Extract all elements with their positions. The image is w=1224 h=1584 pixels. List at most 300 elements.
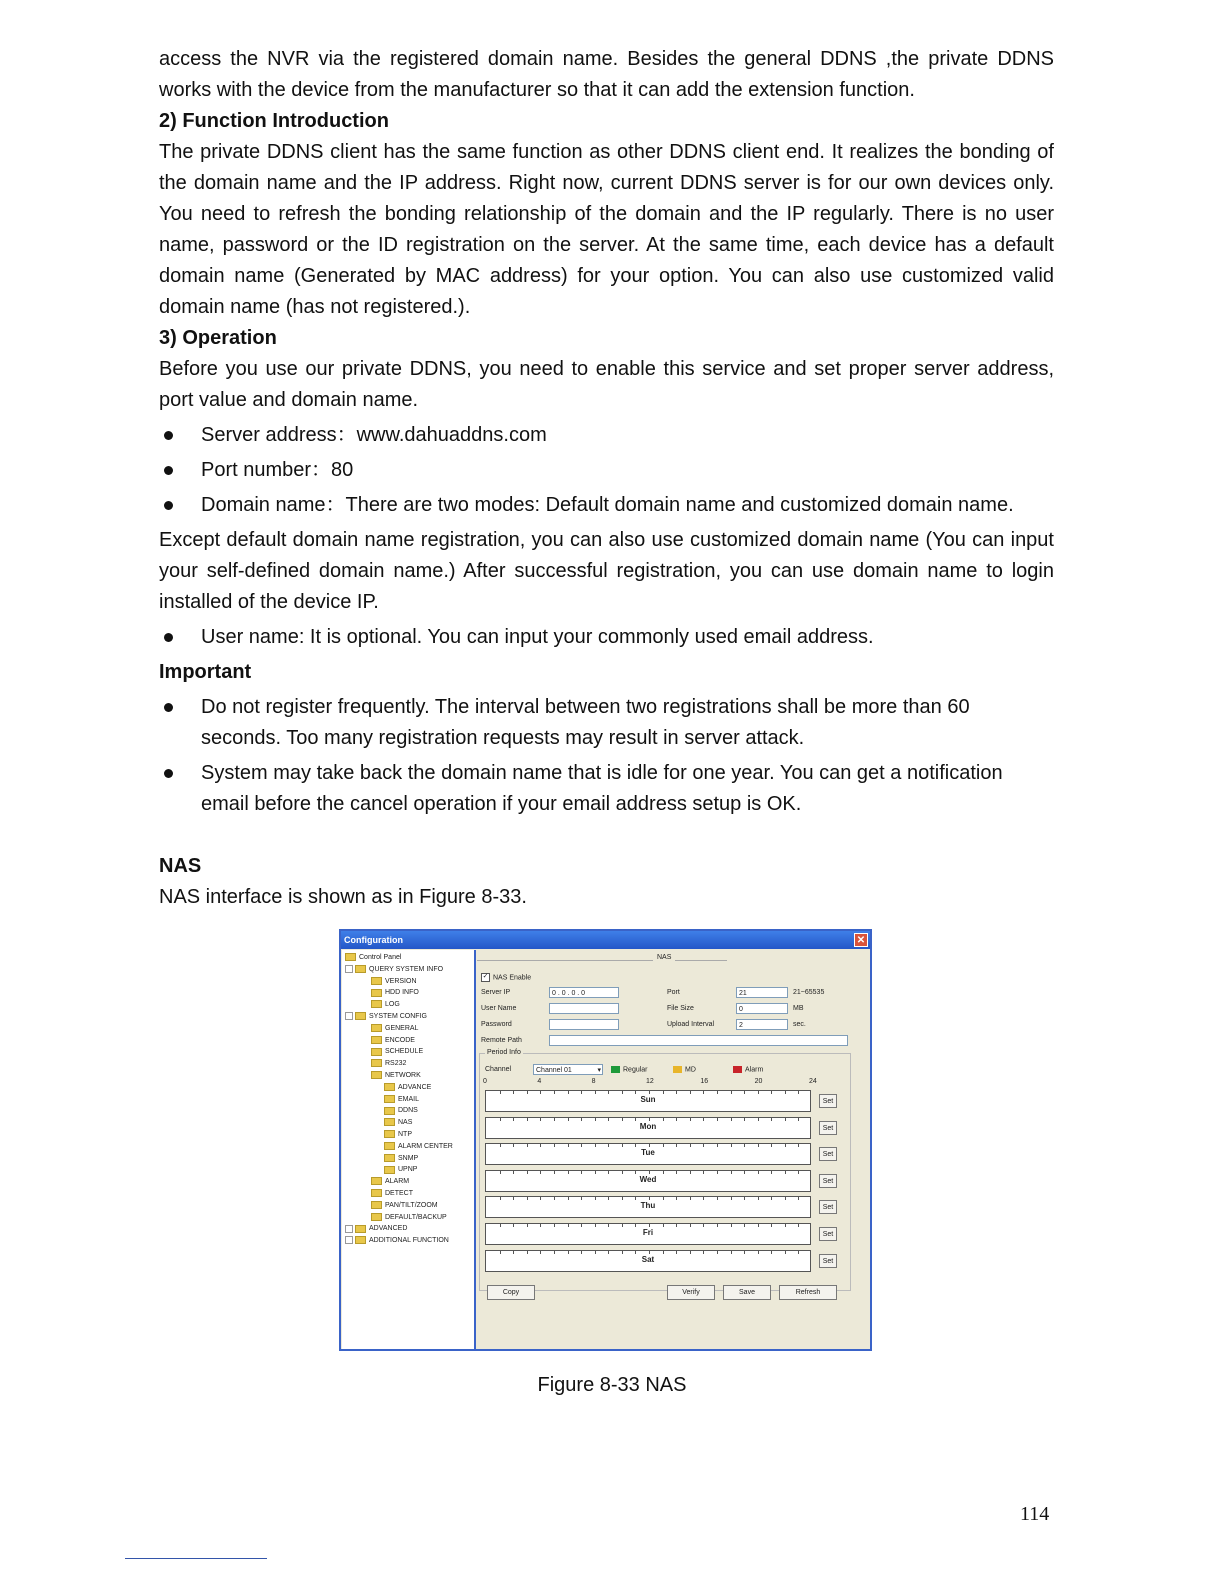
- hour-tick: [622, 1171, 623, 1174]
- hour-tick: [568, 1197, 569, 1200]
- figure-caption: Figure 8-33 NAS: [537, 1374, 687, 1396]
- hour-label: 16: [700, 1078, 709, 1085]
- tree-item-label: EMAIL: [398, 1095, 420, 1103]
- tree-item[interactable]: [384, 1117, 412, 1129]
- upload-interval-input[interactable]: 2: [736, 1019, 788, 1030]
- hour-tick: [758, 1091, 759, 1094]
- heading-function-introduction: 2) Function Introduction: [159, 110, 389, 132]
- folder-icon: [371, 1201, 382, 1209]
- hour-tick: [649, 1251, 650, 1254]
- nas-enable-label: NAS Enable: [493, 974, 532, 982]
- bullet-server-address: Server address：www.dahuaddns.com: [159, 420, 1054, 451]
- hour-tick: [513, 1224, 514, 1227]
- hour-tick: [744, 1171, 745, 1174]
- day-label: Tue: [641, 1148, 655, 1158]
- hour-tick: [744, 1224, 745, 1227]
- hour-tick: [581, 1091, 582, 1094]
- hour-tick: [581, 1171, 582, 1174]
- hour-tick: [500, 1118, 501, 1121]
- folder-icon: [371, 1213, 382, 1221]
- legend-label: Alarm: [745, 1066, 764, 1074]
- tree-item[interactable]: [384, 1164, 417, 1176]
- hour-tick: [690, 1171, 691, 1174]
- chevron-down-icon: ▾: [597, 1067, 601, 1074]
- hour-label: 12: [646, 1078, 654, 1085]
- tree-item-label: PAN/TILT/ZOOM: [385, 1201, 438, 1209]
- legend-md: [673, 1066, 696, 1073]
- heading-important: Important: [159, 661, 252, 683]
- hour-tick: [595, 1144, 596, 1147]
- hour-tick: [703, 1224, 704, 1227]
- hour-tick: [798, 1251, 799, 1254]
- hour-tick: [703, 1091, 704, 1094]
- hour-tick: [649, 1171, 650, 1174]
- schedule-row[interactable]: [485, 1196, 811, 1218]
- hour-tick: [500, 1251, 501, 1254]
- tree-item-label: ENCODE: [385, 1036, 415, 1044]
- hour-tick: [527, 1251, 528, 1254]
- tree-item-label: DEFAULT/BACKUP: [385, 1213, 447, 1221]
- hour-tick: [676, 1091, 677, 1094]
- tree-item-label: ALARM: [385, 1178, 410, 1186]
- hour-tick: [595, 1118, 596, 1121]
- hour-tick: [744, 1091, 745, 1094]
- expand-icon[interactable]: [345, 1236, 353, 1244]
- hour-tick: [703, 1171, 704, 1174]
- hour-tick: [663, 1118, 664, 1121]
- hour-tick: [635, 1171, 636, 1174]
- hour-tick: [608, 1224, 609, 1227]
- legend-swatch: [673, 1066, 682, 1073]
- tree-item-label: HDD INFO: [385, 989, 419, 997]
- tree-item[interactable]: [371, 1188, 413, 1200]
- folder-icon: [384, 1118, 395, 1126]
- hour-tick: [771, 1224, 772, 1227]
- bullet-important-2: System may take back the domain name that is idle for one year. You can get a notification email before the cancel operation if your email address setup is OK.: [159, 758, 1054, 820]
- hour-tick: [527, 1118, 528, 1121]
- hour-tick: [798, 1144, 799, 1147]
- paragraph: access the NVR via the registered domain name. Besides the general DDNS ,the private DDNS works with the device from the manufacturer so that it can add the extension function.: [159, 48, 1054, 101]
- hour-tick: [527, 1091, 528, 1094]
- hour-tick: [581, 1224, 582, 1227]
- day-label: Thu: [640, 1201, 656, 1211]
- hour-tick: [703, 1197, 704, 1200]
- tree-item-label: SNMP: [398, 1154, 419, 1162]
- window-titlebar: [341, 931, 870, 949]
- hour-tick: [785, 1197, 786, 1200]
- tree-item-label: Control Panel: [359, 954, 402, 961]
- hour-tick: [785, 1144, 786, 1147]
- set-button[interactable]: Set: [819, 1121, 837, 1135]
- hour-tick: [581, 1197, 582, 1200]
- hour-tick: [554, 1197, 555, 1200]
- folder-icon: [371, 1036, 382, 1044]
- hour-tick: [635, 1118, 636, 1121]
- password-input[interactable]: [549, 1019, 619, 1030]
- hour-tick: [744, 1144, 745, 1147]
- hour-tick: [568, 1144, 569, 1147]
- tree-item[interactable]: [345, 1223, 407, 1235]
- tree-item[interactable]: [384, 1153, 418, 1165]
- hour-tick: [690, 1118, 691, 1121]
- hour-tick: [771, 1197, 772, 1200]
- paragraph: Before you use our private DDNS, you need to enable this service and set proper server address, port value and domain name.: [159, 358, 1054, 411]
- set-button[interactable]: Set: [819, 1254, 837, 1268]
- hour-tick: [717, 1091, 718, 1094]
- nas-settings-pane: [477, 950, 870, 1349]
- hour-tick: [540, 1091, 541, 1094]
- hour-tick: [540, 1197, 541, 1200]
- user-name-label: User Name: [481, 1005, 517, 1012]
- hour-tick: [513, 1144, 514, 1147]
- schedule-row[interactable]: [485, 1117, 811, 1139]
- schedule-row[interactable]: [485, 1090, 811, 1112]
- hour-tick: [635, 1251, 636, 1254]
- set-button[interactable]: Set: [819, 1094, 837, 1108]
- expand-icon[interactable]: [345, 1225, 353, 1233]
- hour-tick: [581, 1251, 582, 1254]
- hour-tick: [690, 1197, 691, 1200]
- tree-item-label: DDNS: [398, 1107, 418, 1115]
- hour-tick: [608, 1251, 609, 1254]
- hour-tick: [649, 1118, 650, 1121]
- hour-label: 8: [591, 1078, 596, 1085]
- port-input[interactable]: 21: [736, 987, 788, 998]
- document-body: [159, 44, 1054, 913]
- hour-tick: [676, 1171, 677, 1174]
- hour-tick: [608, 1144, 609, 1147]
- file-size-input[interactable]: 0: [736, 1003, 788, 1014]
- hour-tick: [690, 1091, 691, 1094]
- hour-tick: [731, 1251, 732, 1254]
- hour-tick: [663, 1197, 664, 1200]
- hour-tick: [717, 1251, 718, 1254]
- verify-button[interactable]: Verify: [667, 1285, 715, 1300]
- hour-tick: [608, 1118, 609, 1121]
- hour-tick: [554, 1091, 555, 1094]
- hour-tick: [540, 1144, 541, 1147]
- folder-icon: [384, 1095, 395, 1103]
- legend-swatch: [733, 1066, 742, 1073]
- hour-tick: [568, 1224, 569, 1227]
- hour-tick: [500, 1091, 501, 1094]
- hour-tick: [798, 1197, 799, 1200]
- tree-item[interactable]: [345, 1011, 427, 1023]
- hour-tick: [635, 1144, 636, 1147]
- hour-tick: [663, 1224, 664, 1227]
- hour-tick: [758, 1171, 759, 1174]
- hour-tick: [540, 1118, 541, 1121]
- hour-tick: [649, 1091, 650, 1094]
- folder-icon: [384, 1130, 395, 1138]
- remote-path-label: Remote Path: [481, 1037, 522, 1044]
- password-label: Password: [481, 1021, 512, 1028]
- set-button[interactable]: Set: [819, 1174, 837, 1188]
- expand-icon[interactable]: [345, 1012, 353, 1020]
- folder-icon: [384, 1142, 395, 1150]
- hour-tick: [771, 1171, 772, 1174]
- hour-tick: [703, 1251, 704, 1254]
- tree-item[interactable]: [371, 1035, 415, 1047]
- tree-item[interactable]: [371, 999, 400, 1011]
- bullet-important-1: Do not register frequently. The interval between two registrations shall be more than 60 seconds. Too many registration requests may result in server attack.: [159, 692, 1054, 754]
- tree-item-label: ALARM CENTER: [398, 1142, 453, 1150]
- hour-tick: [703, 1118, 704, 1121]
- folder-icon: [384, 1107, 395, 1115]
- hour-tick: [744, 1118, 745, 1121]
- hour-tick: [771, 1251, 772, 1254]
- hour-tick: [581, 1118, 582, 1121]
- tree-item[interactable]: [371, 1023, 418, 1035]
- hour-tick: [649, 1224, 650, 1227]
- section-divider: [477, 960, 727, 962]
- heading-operation: 3) Operation: [159, 327, 277, 349]
- tree-item-label: NAS: [398, 1119, 413, 1127]
- hour-tick: [500, 1224, 501, 1227]
- bullet-port-number: Port number：80: [159, 455, 1054, 486]
- hour-tick: [717, 1118, 718, 1121]
- hour-tick: [527, 1197, 528, 1200]
- hour-tick: [622, 1091, 623, 1094]
- set-button[interactable]: Set: [819, 1227, 837, 1241]
- folder-icon: [345, 953, 356, 961]
- hour-tick: [703, 1144, 704, 1147]
- day-label: Mon: [639, 1121, 657, 1131]
- nas-enable-checkbox[interactable]: ✓: [482, 973, 489, 980]
- tree-item-label: GENERAL: [385, 1024, 419, 1032]
- folder-icon: [371, 1071, 382, 1079]
- port-label: Port: [667, 989, 680, 996]
- hour-tick: [676, 1144, 677, 1147]
- hour-tick: [690, 1251, 691, 1254]
- legend-alarm: [733, 1066, 763, 1073]
- bullet-user-name: User name: It is optional. You can input your commonly used email address.: [159, 622, 1054, 653]
- tree-item[interactable]: [371, 1070, 421, 1082]
- day-label: Sat: [641, 1254, 655, 1264]
- tree-item-label: ADVANCED: [369, 1225, 408, 1233]
- hour-tick: [744, 1251, 745, 1254]
- tree-item[interactable]: [371, 1176, 409, 1188]
- tree-item[interactable]: [384, 1129, 412, 1141]
- day-label: Sun: [640, 1095, 656, 1104]
- hour-tick: [785, 1224, 786, 1227]
- tree-item[interactable]: [384, 1082, 431, 1094]
- hour-tick: [758, 1251, 759, 1254]
- tree-item-label: SCHEDULE: [385, 1048, 424, 1056]
- user-name-input[interactable]: [549, 1003, 619, 1014]
- hour-tick: [717, 1197, 718, 1200]
- period-info-label: Period Info: [487, 1049, 521, 1056]
- tree-item-label: NTP: [398, 1131, 412, 1138]
- hour-tick: [785, 1091, 786, 1094]
- folder-icon: [384, 1083, 395, 1091]
- hour-tick: [690, 1144, 691, 1147]
- hour-tick: [798, 1224, 799, 1227]
- schedule-row[interactable]: [485, 1170, 811, 1192]
- nas-enable[interactable]: [481, 973, 531, 982]
- legend-label: MD: [685, 1066, 696, 1074]
- hour-tick: [663, 1091, 664, 1094]
- hour-label: 24: [809, 1078, 817, 1085]
- tree-item[interactable]: [371, 976, 417, 988]
- port-range: 21~65535: [793, 989, 825, 996]
- footnote-rule: [125, 1558, 267, 1559]
- tree-item[interactable]: [371, 1212, 447, 1224]
- copy-button[interactable]: Copy: [487, 1285, 535, 1300]
- hour-tick: [513, 1118, 514, 1121]
- hour-tick: [608, 1091, 609, 1094]
- tree-item[interactable]: [384, 1094, 419, 1106]
- hour-tick: [785, 1118, 786, 1121]
- hour-tick: [758, 1118, 759, 1121]
- schedule-row[interactable]: [485, 1223, 811, 1245]
- folder-icon: [371, 1189, 382, 1197]
- hour-tick: [527, 1171, 528, 1174]
- folder-icon: [371, 1000, 382, 1008]
- hour-tick: [663, 1251, 664, 1254]
- schedule-row[interactable]: [485, 1250, 811, 1272]
- hour-tick: [635, 1091, 636, 1094]
- day-label: Wed: [639, 1174, 657, 1184]
- file-size-label: File Size: [667, 1005, 694, 1012]
- hour-tick: [649, 1197, 650, 1200]
- folder-icon: [371, 1059, 382, 1067]
- hour-tick: [540, 1251, 541, 1254]
- hour-tick: [771, 1091, 772, 1094]
- tree-item-label: QUERY SYSTEM INFO: [369, 965, 444, 973]
- hour-tick: [622, 1118, 623, 1121]
- hour-tick: [554, 1144, 555, 1147]
- server-ip-label: Server IP: [481, 989, 511, 996]
- remote-path-input[interactable]: [549, 1035, 848, 1046]
- hour-tick: [690, 1224, 691, 1227]
- save-button[interactable]: Save: [723, 1285, 771, 1300]
- hour-tick: [731, 1118, 732, 1121]
- hour-tick: [595, 1171, 596, 1174]
- set-button[interactable]: Set: [819, 1147, 837, 1161]
- hour-tick: [758, 1144, 759, 1147]
- folder-icon: [371, 1048, 382, 1056]
- hour-tick: [635, 1224, 636, 1227]
- legend-swatch: [611, 1066, 620, 1073]
- channel-select-value: Channel 01: [536, 1067, 572, 1074]
- set-button[interactable]: Set: [819, 1200, 837, 1214]
- hour-tick: [676, 1224, 677, 1227]
- paragraph: The private DDNS client has the same function as other DDNS client end. It realizes the bonding of the domain name and the IP address. Right now, current DDNS server is for our own devices only. You need to refresh the bonding relationship of the domain and the IP regularly. There is no user name, password or the ID registration on the server. At the same time, each device has a default domain name (Generated by MAC address) for your option. You can also use customized valid domain name (has not registered.).: [159, 141, 1054, 318]
- folder-icon: [355, 965, 366, 973]
- upload-interval-unit: sec.: [793, 1021, 806, 1028]
- tree-item-label: RS232: [385, 1060, 407, 1068]
- server-ip-input[interactable]: 0 . 0 . 0 . 0: [549, 987, 619, 998]
- hour-tick: [500, 1171, 501, 1174]
- config-tree: [342, 950, 476, 1349]
- file-size-unit: MB: [793, 1005, 804, 1012]
- hour-tick: [663, 1144, 664, 1147]
- folder-icon: [371, 977, 382, 985]
- hour-tick: [568, 1251, 569, 1254]
- folder-icon: [384, 1166, 395, 1174]
- tree-item[interactable]: [384, 1105, 418, 1117]
- hour-tick: [731, 1224, 732, 1227]
- hour-tick: [513, 1171, 514, 1174]
- hour-tick: [527, 1144, 528, 1147]
- tree-item[interactable]: [371, 987, 419, 999]
- tree-item[interactable]: [384, 1141, 453, 1153]
- tree-item[interactable]: [345, 964, 443, 976]
- hour-tick: [554, 1171, 555, 1174]
- hour-tick: [717, 1144, 718, 1147]
- window-title: Configuration: [344, 935, 403, 945]
- hour-tick: [622, 1144, 623, 1147]
- hour-tick: [676, 1251, 677, 1254]
- folder-icon: [355, 1225, 366, 1233]
- hour-tick: [798, 1091, 799, 1094]
- tree-item[interactable]: [371, 1200, 438, 1212]
- day-label: Fri: [642, 1228, 654, 1237]
- hour-tick: [731, 1197, 732, 1200]
- hour-tick: [622, 1197, 623, 1200]
- hour-tick: [595, 1251, 596, 1254]
- folder-icon: [384, 1154, 395, 1162]
- page-number: 114: [1020, 1503, 1050, 1525]
- hour-tick: [731, 1171, 732, 1174]
- hour-tick: [635, 1197, 636, 1200]
- tree-item-label: LOG: [385, 1001, 400, 1009]
- expand-icon[interactable]: [345, 965, 353, 973]
- tree-item-label: VERSION: [385, 977, 417, 985]
- hour-tick: [771, 1118, 772, 1121]
- hour-tick: [500, 1197, 501, 1200]
- hour-tick: [595, 1224, 596, 1227]
- hour-label: 20: [754, 1078, 763, 1085]
- tree-item[interactable]: [371, 1058, 406, 1070]
- hour-tick: [581, 1144, 582, 1147]
- refresh-button[interactable]: Refresh: [779, 1285, 837, 1300]
- hour-tick: [595, 1197, 596, 1200]
- hour-tick: [771, 1144, 772, 1147]
- tree-item-label: UPNP: [398, 1166, 418, 1174]
- heading-nas: NAS: [159, 855, 202, 877]
- hour-tick: [798, 1118, 799, 1121]
- hour-tick: [798, 1171, 799, 1174]
- hour-tick: [608, 1171, 609, 1174]
- hour-tick: [608, 1197, 609, 1200]
- hour-tick: [785, 1251, 786, 1254]
- hour-tick: [540, 1171, 541, 1174]
- close-icon[interactable]: ✕: [854, 933, 868, 947]
- tree-item[interactable]: [345, 1235, 449, 1247]
- channel-select[interactable]: [533, 1064, 603, 1075]
- hour-tick: [676, 1197, 677, 1200]
- paragraph: NAS interface is shown as in Figure 8-33.: [159, 886, 527, 908]
- tree-item[interactable]: [345, 952, 401, 964]
- hour-tick: [554, 1224, 555, 1227]
- hour-tick: [785, 1171, 786, 1174]
- hour-tick: [513, 1091, 514, 1094]
- hour-tick: [554, 1118, 555, 1121]
- hour-label: 0: [483, 1078, 487, 1085]
- hour-tick: [568, 1171, 569, 1174]
- schedule-row[interactable]: [485, 1143, 811, 1165]
- hour-tick: [527, 1224, 528, 1227]
- hour-tick: [663, 1171, 664, 1174]
- tree-item-label: NETWORK: [385, 1072, 421, 1079]
- hour-tick: [649, 1144, 650, 1147]
- hour-tick: [568, 1118, 569, 1121]
- tree-item[interactable]: [371, 1046, 423, 1058]
- bullet-domain-name: Domain name：There are two modes: Default domain name and customized domain name.: [159, 490, 1054, 521]
- tree-item-label: ADDITIONAL FUNCTION: [369, 1237, 449, 1245]
